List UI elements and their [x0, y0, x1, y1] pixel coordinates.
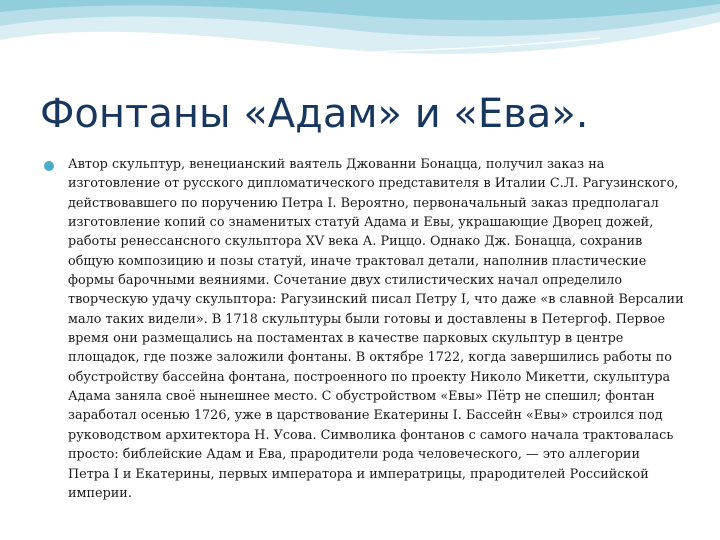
- bullet-item: [44, 155, 684, 503]
- decorative-wave-header: [0, 0, 720, 80]
- bullet-text: Автор скульптур, венецианский ваятель Джованни Бонацца, получил заказ на изготовление от русского дипломатического представителя в Италии С.Л. Рагузинского, действовавшего по поручению Петра I. Вероятно, первоначальный заказ предполагал изготовление копий со знаменитых статуй Адама и Евы, украшающие Дворец дожей, работы ренессансного скульптора XV века А. Риццо. Однако Дж. Бонацца, сохранив общую композицию и позы статуй, иначе трактовал детали, наполнив пластические формы барочными веяниями. Сочетание двух стилистических начал определило творческую удачу скульптора: Рагузинский писал Петру I, что даже «в славной Версалии мало таких видели». В 1718 скульптуры были готовы и доставлены в Петергоф. Первое время они размещались на постаментах в качестве парковых скульптур в центре площадок, где позже заложили фонтаны. В октябре 1722, когда завершились работы по обустройству бассейна фонтана, построенного по проекту Николо Микетти, скульптура Адама заняла своё нынешнее место. С обустройством «Евы» Пётр не спешил; фонтан заработал осенью 1726, уже в царствование Екатерины I. Бассейн «Евы» строился под руководством архитектора Н. Усова. Символика фонтанов с самого начала трактовалась просто: библейские Адам и Ева, прародители рода человеческого, — это аллегории Петра I и Екатерины, первых императора и императрицы, прародителей Российской империи.: [68, 157, 684, 501]
- bullet-dot-icon: [44, 161, 54, 171]
- slide-title: Фонтаны «Адам» и «Ева».: [40, 91, 589, 137]
